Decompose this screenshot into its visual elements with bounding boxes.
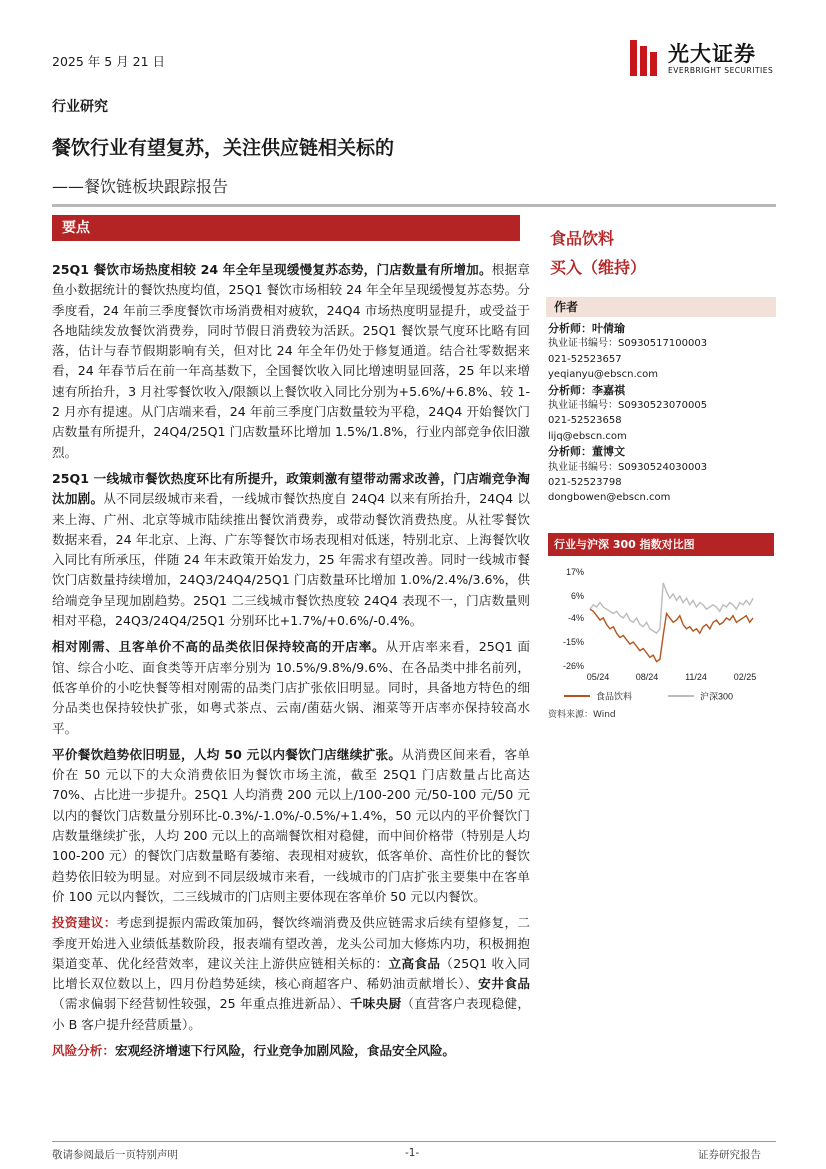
analyst-list	[548, 321, 778, 506]
analyst-cert: 执业证书编号：S0930524030003	[548, 461, 708, 473]
report-body	[52, 260, 530, 1067]
footer-disclaimer: 敬请参阅最后一页特别声明	[52, 1149, 178, 1161]
report-date: 2025 年 5 月 21 日	[52, 54, 166, 69]
paragraph-text: 从开店率来看，25Q1 面馆、综合小吃、面食类等开店率分别为 10.5%/9.8%/9.6%、在各品类中排名前列，低客单价的小吃快餐等相对刚需的品类门店扩张依旧明显。同时，具备地方特色的细分品类也保持较快扩张，如粤式茶点、云南/菌菇火锅、湘菜等开店率亦保持较高水平。	[52, 639, 530, 736]
x-tick-label: 02/25	[733, 672, 757, 682]
analyst	[548, 383, 778, 445]
advice-text: （需求偏弱下经营韧性较强，25 年重点推进新品）、	[52, 996, 350, 1012]
x-tick-label: 08/24	[635, 672, 659, 682]
report-subtitle: ——餐饮链板块跟踪报告	[52, 177, 229, 196]
y-tick-label: -26%	[562, 661, 584, 671]
report-category: 行业研究	[52, 99, 108, 115]
chart-title: 行业与沪深 300 指数对比图	[548, 533, 774, 556]
analyst-name: 分析师：董博文	[548, 445, 625, 459]
advice-text: 考虑到提振内需政策加码，餐饮终端消费及供应链需求后续有望修复，二季度开始进入业绩低基数阶段，报表端有望改善，龙头公司加大修炼内功，积极拥抱渠道变革、优化经营效率，建议关注上游供应链相关标的：	[52, 915, 531, 971]
risk-text: 宏观经济增速下行风险，行业竞争加剧风险，食品安全风险。	[114, 1042, 455, 1058]
advice-text: （直营客户表现稳健，小 B 客户提升经营质量）。	[52, 996, 531, 1032]
x-tick-label: 11/24	[685, 672, 707, 682]
paragraph	[52, 745, 530, 907]
sector-name: 食品饮料	[550, 229, 615, 248]
report-title: 餐饮行业有望复苏，关注供应链相关标的	[52, 137, 395, 159]
analyst-phone: 021-52523657	[548, 353, 622, 365]
advice-label: 投资建议：	[52, 915, 117, 931]
data-source: 资料来源：Wind	[548, 710, 616, 720]
logo-name: 光大证券	[668, 42, 756, 66]
stock-name: 安井食品	[478, 976, 531, 992]
y-tick-label: 17%	[565, 567, 584, 577]
analyst	[548, 321, 778, 383]
index-comparison-chart	[548, 560, 774, 710]
rating: 买入（维持）	[550, 258, 647, 277]
paragraph-text: 从消费区间来看，客单价在 50 元以下的大众消费依旧为餐饮市场主流，截至 25Q1 门店数量占比高达 70%、占比进一步提升。25Q1 人均消费 200 元以上/100-200 元/50-100 元/50 元以内的餐饮门店数量分别环比-0.3%/-1.0%/-0.5%/+1.4%，50 元以内的平价餐饮门店数量继续扩张，人均 200 元以上的高端餐饮相对稳健，而中间价格带（特别是人均 100-200 元）的餐饮门店数量略有萎缩、表现相对疲软，低客单价、高性价比的餐饮趋势依旧较为明显。对应到不同层级城市来看，一线城市的门店扩张主要集中在客单价 100 元以内餐饮，二三线城市的门店则主要体现在客单价 50 元以内餐饮。	[52, 746, 531, 904]
paragraph	[52, 260, 530, 463]
page-number: -1-	[405, 1147, 420, 1159]
footer-report-type: 证券研究报告	[698, 1149, 761, 1161]
legend-label: 沪深300	[700, 691, 734, 702]
stock-name: 立高食品	[388, 955, 441, 971]
series-line	[590, 583, 753, 633]
logo-english: EVERBRIGHT SECURITIES	[668, 66, 774, 75]
paragraph-text: 根据章鱼小数据统计的餐饮热度均值，25Q1 餐饮市场相较 24 年全年呈现缓慢复苏态势。分季度看，24 年前三季度餐饮市场消费相对疲软，24Q4 市场热度明显提升，或受益于各地陆续发放餐饮消费券，同时节假日消费较为活跃。25Q1 餐饮景气度环比略有回落，估计与春节假期影响有关，但对比 24 年全年仍处于修复通道。结合社零数据来看，24 年春节后在前一年高基数下，全国餐饮收入同比增速明显回落，25 年以来增速有所抬升，3 月社零餐饮收入/限额以上餐饮收入同比分别为+5.6%/+6.8%、较 1-2 月亦有提速。从门店端来看，24 年前三季度门店数量较为平稳，24Q4 开始餐饮门店数量有所提升，24Q4/25Q1 门店数量环比增加 1.5%/1.8%，行业内部竞争依旧激烈。	[52, 262, 530, 460]
paragraph-text: 从不同层级城市来看，一线城市餐饮热度自 24Q4 以来有所抬升，24Q4 以来上海、广州、北京等城市陆续推出餐饮消费券，或带动餐饮消费热度。从社零餐饮数据来看，24 年北京、上海、广东等餐饮市场表现相对低迷，特别北京、上海餐饮收入同比有所承压，伴随 24 年末政策开始发力，25 年需求有望改善。同时一线城市餐饮门店数量持续增加，24Q3/24Q4/25Q1 门店数量环比增加 1.0%/2.4%/3.6%，供给端竞争呈现加剧趋势。25Q1 二三线城市餐饮热度较 24Q4 表现不一，门店数量则相对平稳，24Q3/24Q4/25Q1 分别环比+1.7%/+0.6%/-0.4%。	[52, 491, 530, 629]
advice-text: （25Q1 收入同比增长双位数以上，四月份趋势延续，核心商超客户、稀奶油贡献增长）、	[52, 955, 531, 992]
footer-divider	[52, 1141, 776, 1142]
author-header: 作者	[546, 297, 776, 317]
analyst-name: 分析师：李嘉祺	[548, 383, 625, 397]
analyst-cert: 执业证书编号：S0930517100003	[548, 338, 708, 350]
paragraph-lead: 25Q1 一线城市餐饮热度环比有所提升，政策刺激有望带动需求改善，门店端竞争淘汰加剧。	[52, 470, 530, 507]
key-points-header: 要点	[52, 215, 520, 241]
y-tick-label: -4%	[567, 612, 584, 623]
paragraph-lead: 25Q1 餐饮市场热度相较 24 年全年呈现缓慢复苏态势，门店数量有所增加。	[52, 262, 492, 277]
paragraph	[52, 637, 530, 738]
logo-mark-icon	[626, 38, 662, 78]
legend-label: 食品饮料	[596, 691, 633, 702]
paragraph-lead: 相对刚需、且客单价不高的品类依旧保持较高的开店率。	[52, 639, 386, 655]
paragraph	[52, 469, 530, 631]
analyst	[548, 444, 778, 506]
company-logo	[626, 36, 786, 82]
paragraph-lead: 平价餐饮趋势依旧明显，人均 50 元以内餐饮门店继续扩张。	[52, 746, 402, 762]
analyst-phone: 021-52523658	[548, 415, 622, 427]
investment-advice	[52, 913, 530, 1035]
analyst-cert: 执业证书编号：S0930523070005	[548, 400, 708, 412]
header-divider	[52, 204, 776, 207]
risk-analysis	[52, 1041, 530, 1061]
analyst-email: yeqianyu@ebscn.com	[548, 369, 658, 381]
analyst-email: lijq@ebscn.com	[548, 430, 627, 442]
series-line	[590, 609, 753, 661]
analyst-email: dongbowen@ebscn.com	[548, 492, 671, 504]
stock-name: 千味央厨	[349, 996, 402, 1012]
y-tick-label: -15%	[562, 636, 584, 647]
x-tick-label: 05/24	[586, 672, 610, 682]
risk-label: 风险分析：	[52, 1042, 115, 1058]
analyst-phone: 021-52523798	[548, 477, 622, 489]
analyst-name: 分析师：叶倩瑜	[548, 322, 625, 335]
y-tick-label: 6%	[570, 591, 584, 602]
